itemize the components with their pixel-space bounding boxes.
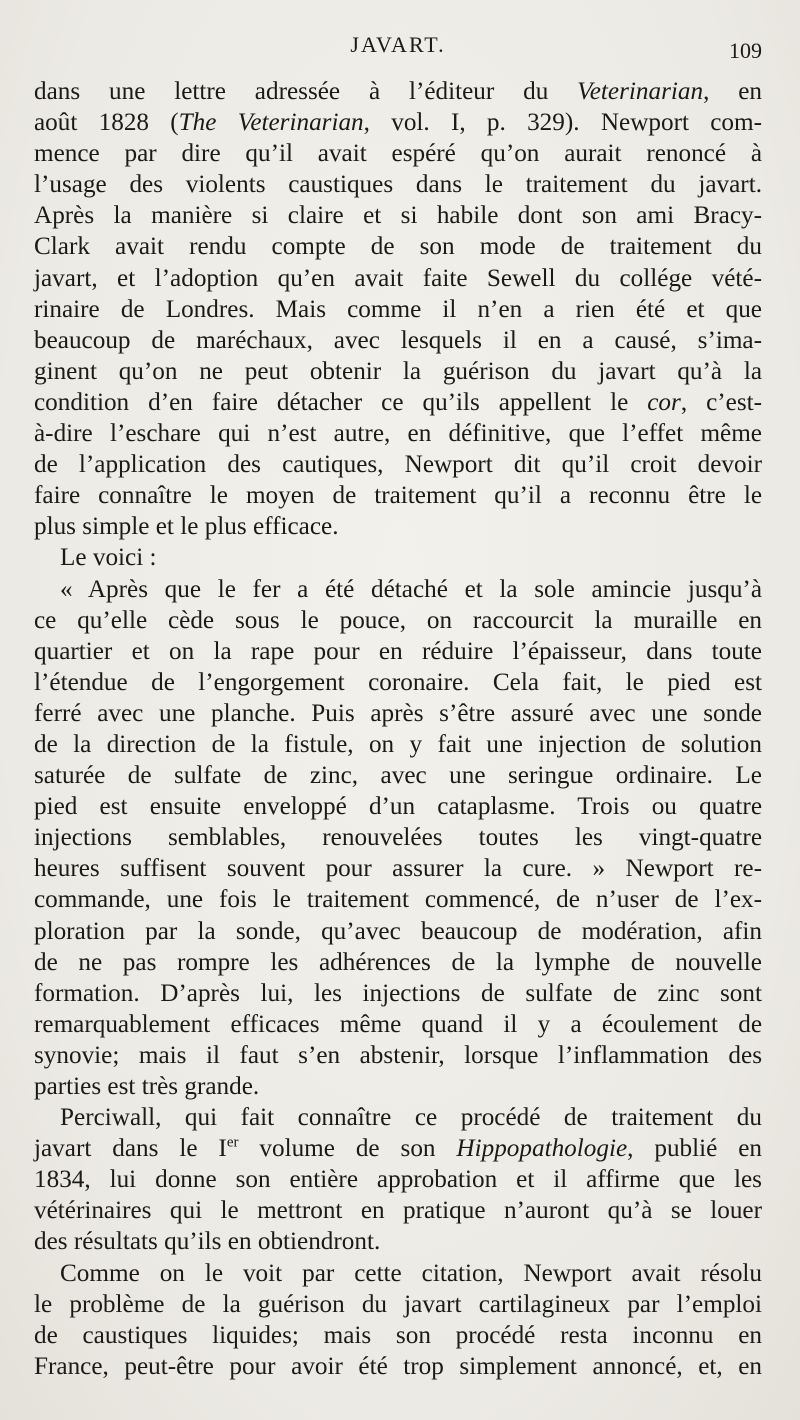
text-line: de l’application des cautiques, Newport dit qu’il croit devoir — [34, 451, 762, 479]
text-line: « Après que le fer a été détaché et la sole amincie jusqu’à — [60, 575, 762, 603]
text-line: France, peut-être pour avoir été trop simplement annoncé, et, en — [34, 1352, 762, 1380]
text-line: ploration par la sonde, qu’avec beaucoup de modération, afin — [34, 917, 762, 945]
text-line: remarquablement efficaces même quand il y a écoulement de — [34, 1010, 762, 1038]
text-line: Le voici : — [60, 544, 157, 572]
page-header — [34, 26, 762, 76]
text-line: des résultats qu’ils en obtiendront. — [34, 1228, 381, 1256]
text-line: de ne pas rompre les adhérences de la lymphe de nouvelle — [34, 948, 762, 976]
text-line: de la direction de la fistule, on y fait une injection de solution — [34, 730, 762, 758]
text-line: pied est ensuite enveloppé d’un cataplasme. Trois ou quatre — [34, 793, 762, 821]
paragraph — [34, 574, 762, 1103]
paragraph — [34, 1102, 762, 1257]
text-line: parties est très grande. — [34, 1073, 260, 1100]
text-line: à-dire l’eschare qui n’est autre, en définitive, que l’effet même — [34, 420, 762, 448]
text-line: faire connaître le moyen de traitement qu’il a reconnu être le — [34, 482, 762, 510]
text-line: Après la manière si claire et si habile dont son ami Bracy- — [34, 202, 762, 230]
text-line: ginent qu’on ne peut obtenir la guérison du javart qu’à la — [34, 357, 762, 385]
text-line: vétérinaires qui le mettront en pratique n’auront qu’à se louer — [34, 1197, 762, 1225]
text-line: dans une lettre adressée à l’éditeur du Veterinarian, en — [34, 78, 762, 105]
text-line: ce qu’elle cède sous le pouce, on raccourcit la muraille en — [34, 606, 762, 634]
text-line: Clark avait rendu compte de son mode de traitement du — [34, 233, 762, 261]
paragraph — [34, 76, 762, 542]
text-line: l’étendue de l’engorgement coronaire. Cela fait, le pied est — [34, 668, 762, 696]
text-line: ferré avec une planche. Puis après s’être assuré avec une sonde — [34, 699, 762, 727]
text-line: mence par dire qu’il avait espéré qu’on aurait renoncé à — [34, 140, 762, 168]
text-line: heures suffisent souvent pour assurer la cure. » Newport re- — [34, 855, 762, 883]
text-line: quartier et on la rape pour en réduire l’épaisseur, dans toute — [34, 637, 762, 665]
running-head: JAVART. — [350, 32, 446, 57]
body-text — [34, 76, 762, 1382]
paragraph — [34, 1258, 762, 1382]
text-line: Perciwall, qui fait connaître ce procédé de traitement du — [60, 1104, 762, 1132]
text-line: formation. D’après lui, les injections de sulfate de zinc sont — [34, 979, 762, 1007]
text-line: injections semblables, renouvelées toutes les vingt-quatre — [34, 824, 762, 852]
text-line: condition d’en faire détacher ce qu’ils appellent le cor, c’est- — [34, 388, 763, 416]
text-line: 1834, lui donne son entière approbation et il affirme que les — [34, 1166, 762, 1194]
paragraph — [34, 542, 762, 573]
text-line: le problème de la guérison du javart cartilagineux par l’emploi — [34, 1290, 762, 1318]
text-line: Comme on le voit par cette citation, Newport avait résolu — [60, 1259, 762, 1287]
text-line: javart, et l’adoption qu’en avait faite Sewell du collége vété- — [34, 264, 762, 292]
text-line: de caustiques liquides; mais son procédé resta inconnu en — [34, 1321, 762, 1349]
text-line: août 1828 (The Veterinarian, vol. I, p. 329). Newport com- — [34, 109, 762, 137]
text-line: commande, une fois le traitement commencé, de n’user de l’ex- — [34, 886, 762, 914]
text-line: saturée de sulfate de zinc, avec une seringue ordinaire. Le — [34, 762, 762, 790]
text-line: javart dans le Ier volume de son Hippopathologie, publié en — [34, 1134, 762, 1163]
text-line: synovie; mais il faut s’en abstenir, lorsque l’inflammation des — [34, 1041, 762, 1069]
text-line: beaucoup de maréchaux, avec lesquels il en a causé, s’ima- — [34, 326, 762, 354]
text-line: rinaire de Londres. Mais comme il n’en a rien été et que — [34, 295, 762, 323]
page-number: 109 — [729, 38, 762, 63]
text-line: l’usage des violents caustiques dans le traitement du javart. — [34, 171, 762, 199]
text-line: plus simple et le plus efficace. — [34, 513, 339, 541]
